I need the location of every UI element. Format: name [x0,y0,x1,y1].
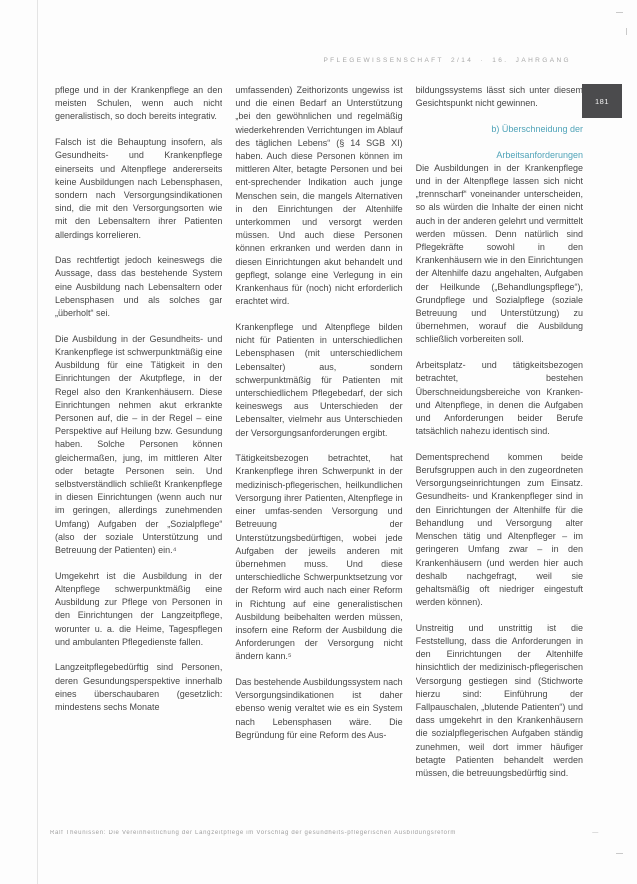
crop-mark [626,28,627,35]
footer-text: Ralf Theunissen: Die Vereinheitlichung der Langzeitpflege im Vorschlag der gesundheits-pflegerischen Ausbildungsreform [50,830,457,836]
footer-dash: — [592,830,599,836]
body-paragraph: Langzeitpflegebedürftig sind Personen, deren Gesundungsperspektive innerhalb eines überschaubaren (gesetzlich: mindestens sechs Monate [55,662,223,713]
crop-mark [616,853,623,854]
body-paragraph: Krankenpflege und Altenpflege bilden nicht für Patienten in unterschiedlichen Lebensphasen (mit unterschiedlichem Lebensalter) aus, sondern schwerpunktmäßig für Patienten mit unterschiedlichem Pflegebedarf, der sich keineswegs aus Unterschieden der Lebensalter, vielmehr aus Unterschieden der Versorgungsanforderungen ergibt. [235,321,403,438]
body-paragraph: Tätigkeitsbezogen betrachtet, hat Krankenpflege ihren Schwerpunkt in der medizinisch-pflegerischen, heilkundlichen Versorgung ihrer Patienten, Altenpflege in einer umfas-senden Versorgung und Betreuung der Unterstützungsbedürftigen, wobei jede Aufgaben der jeweils anderen mit übernehmen muss. Und diese unterschiedliche Schwerpunktsetzung vor der Reform wird auch nach einer Reform in Richtung auf eine generalistischen Ausbildung beibehalten werden müssen, insofern eine Reform der Ausbildung die Anforderungen der Versorgung nicht ändern kann.⁵ [235,453,403,662]
text-column-3 [416,84,583,824]
body-paragraph: pflege und in der Krankenpflege an den meisten Schulen, wenn auch nicht generalistisch, so doch bereits integrativ. [55,85,223,122]
body-paragraph: Die Ausbildung in der Gesundheits- und Krankenpflege ist schwerpunktmäßig eine Ausbildung für eine Tätigkeit in den Einrichtungen der Akutpflege, in der Regel also den Krankenhäusern. Diese Einrichtungen nehmen akut erkrankte Personen auf, die – in der Regel – eine Perspektive auf Heilung bzw. Gesundung haben. Solche Personen können gleichermaßen, jung, im mittleren Alter oder betagte Personen sein. Und selbstverständlich schließt Krankenpflege in diesen Einrichtungen (wenn auch nur im geringen, allerdings zunehmenden Umfang) Aufgaben der „Sozialpflege“ (also der soziale Unterstützung und Betreuung der Patienten) ein.⁴ [55,333,223,555]
journal-header: PFLEGEWISSENSCHAFT 2/14 · 16. JAHRGANG [323,57,571,64]
body-paragraph: Umgekehrt ist die Ausbildung in der Altenpflege schwerpunktmäßig eine Ausbildung zur Pflege von Personen in den Einrichtungen der Langzeitpflege, worunter u. a. die Heime, Tagespflegen und ambulanten Pflegedienste fallen. [55,570,223,647]
body-paragraph: Unstreitig und unstrittig ist die Feststellung, dass die Anforderungen in den Einrichtungen der Altenhilfe hinsichtlich der medizinisch-pflegerischen Versorgung gestiegen sind (Stichworte hierzu sind: Einführung der Fallpauschalen, „blutende Patienten“) und dass umgekehrt in den Krankenhäusern die sozialpflegerischen Aufgaben ständig zunehmen, weil dort immer häufiger betagte Patienten behandelt werden müssen, die betreuungsbedürftig sind. [415,622,583,779]
body-paragraph: bildungssystems lässt sich unter diesem Gesichtspunkt nicht gewinnen. [415,85,583,109]
page-left-rule [37,0,38,884]
body-paragraph: Das bestehende Ausbildungssystem nach Versorgungsindikationen ist daher ebenso wenig veraltet wie es ein System nach Lebensphasen wäre. Die Begründung für eine Reform des Aus- [235,677,403,740]
body-paragraph: Falsch ist die Behauptung insofern, als Gesundheits- und Krankenpflege einerseits und Altenpflege andererseits keine Ausbildungen nach Lebensphasen, sondern nach Versorgungsindikationen sind, die mit den Versorgungsorten wie mit den Lebensaltern ihrer Patienten allerdings korrelieren. [55,137,223,240]
body-paragraph: Das rechtfertigt jedoch keineswegs die Aussage, dass das bestehende System eine Ausbildung nach Lebensaltern oder Lebensphasen und als solches gar „überholt“ sei. [55,255,223,319]
running-footer [50,830,599,836]
section-heading-line2: Arbeitsanforderungen [496,149,583,160]
body-paragraph: Dementsprechend kommen beide Berufsgruppen auch in den zugeordneten Versorgungseinrichtungen zum Einsatz. Gesundheits- und Krankenpfleger sind in den Einrichtungen der Altenhilfe für die Behandlung und Versorgung alter Menschen tätig und Altenpfleger – im geringeren Umfang zwar – in den Krankenhäusern (und werden hier auch deshalb nachgefragt, weil sie gehaltsmäßig oft niedriger eingestuft werden können). [415,451,583,608]
body-paragraph: Arbeitsplatz- und tätigkeitsbezogen betrachtet, bestehen Überschneidungsbereiche von Kranken- und Altenpflege, in denen die Aufgaben und Anforderungen beider Berufe tatsächlich nahezu identisch sind. [415,360,583,437]
article-body [55,84,583,824]
text-column-1 [55,84,222,824]
body-paragraph: umfassenden) Zeithorizonts ungewiss ist und die einen Bedarf an Unterstützung „bei den gewöhnlichen und regelmäßig wiederkehrenden Verrichtungen im Ablauf des täglichen Lebens“ (§ 14 SGB XI) haben. Auch diese Personen können im mittleren Alter, betagte Personen und bei ent-sprechender Indikation auch junge Menschen sein, die mangels Alternativen in den Einrichtungen der Altenhilfe unterkommen und versorgt werden müssen. Und auch diese Personen können erkranken und werden dann in diesen Einrichtungen akut behandelt und gepflegt, solange eine Verlegung in ein Krankenhaus für (noch) nicht erforderlich erachtet wird. [235,85,403,307]
body-paragraph: Die Ausbildungen in der Krankenpflege und in der Altenpflege lassen sich nicht „trennscharf“ voneinander unterscheiden, so als würden die Inhalte der einen nicht auch in der anderen gelehrt und vermittelt werden müssen. Denn natürlich sind Pflegekräfte sowohl in den Krankenhäusern wie in den Einrichtungen der Altenhilfe dazu angehalten, Aufgaben der Heilkunde („Behandlungspflege“), Grundpflege und Sozialpflege (soziale Betreuung und Unterstützung) zu übernehmen, worauf die Ausbildung schließlich vorbereiten soll. [415,162,583,345]
section-heading-line1: b) Überschneidung der [491,123,583,134]
crop-mark [616,12,623,13]
page-number-badge: 181 [582,84,622,118]
text-column-2 [235,84,402,824]
